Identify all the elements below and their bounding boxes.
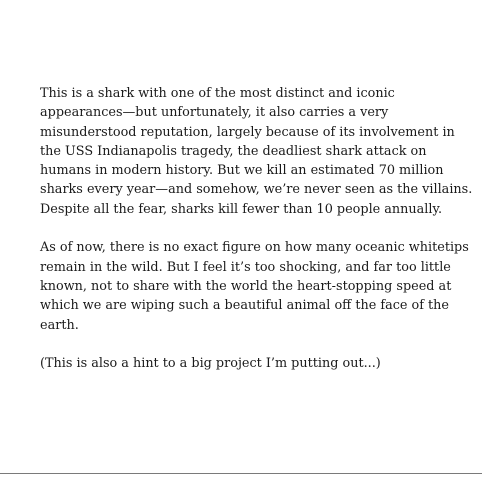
text-line: appearances—but unfortunately, it also carries a very [40, 105, 389, 121]
text-line: humans in modern history. But we kill an estimated 70 million [40, 163, 444, 179]
text-line: This is a shark with one of the most distinct and iconic [40, 86, 395, 101]
text-line: earth. [40, 317, 79, 333]
text-line: remain in the wild. But I feel it’s too shocking, and far too little [40, 259, 451, 275]
paragraph-whitetip-population [40, 238, 480, 334]
article-body [40, 84, 480, 373]
text-line: Despite all the fear, sharks kill fewer than 10 people annually. [40, 201, 443, 217]
text-line: known, not to share with the world the heart-stopping speed at [40, 278, 452, 294]
text-line: (This is also a hint to a big project I’m putting out...) [40, 356, 381, 372]
text-line: the USS Indianapolis tragedy, the deadliest shark attack on [40, 143, 427, 159]
paragraph-project-hint [40, 354, 480, 373]
text-line: misunderstood reputation, largely because of its involvement in [40, 124, 455, 140]
text-line: As of now, there is no exact figure on how many oceanic whitetips [40, 240, 469, 256]
paragraph-shark-reputation [40, 84, 480, 219]
text-line: which we are wiping such a beautiful animal off the face of the [40, 298, 449, 314]
bottom-divider [0, 473, 482, 474]
text-line: sharks every year—and somehow, we’re never seen as the villains. [40, 182, 473, 198]
